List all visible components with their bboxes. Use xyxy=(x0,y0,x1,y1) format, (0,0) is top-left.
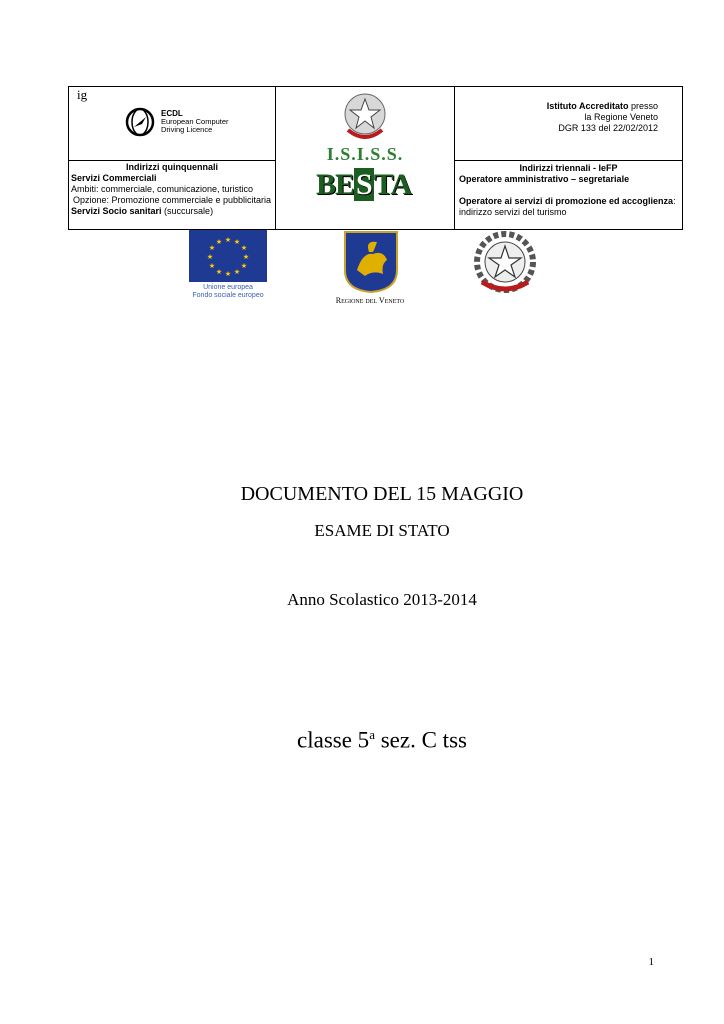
republic-emblem-icon xyxy=(472,230,538,296)
svg-text:★: ★ xyxy=(215,268,223,276)
document-title: DOCUMENTO DEL 15 MAGGIO xyxy=(240,483,524,505)
ecdl-line1: European Computer xyxy=(161,117,229,126)
svg-text:★: ★ xyxy=(224,236,232,244)
ig-mark: ig xyxy=(77,87,88,102)
ecdl-logo xyxy=(125,107,229,137)
school-name-logo: BESTA xyxy=(316,168,412,201)
svg-text:★: ★ xyxy=(224,270,232,278)
svg-text:★: ★ xyxy=(206,253,214,261)
partner-logos xyxy=(0,230,724,304)
page-number: 1 xyxy=(648,956,654,968)
svg-text:★: ★ xyxy=(233,238,241,246)
svg-text:★: ★ xyxy=(233,268,241,276)
svg-text:★: ★ xyxy=(208,244,216,252)
svg-text:★: ★ xyxy=(215,238,223,246)
school-logo-cell xyxy=(276,87,455,230)
eu-caption: Unione europea Fondo sociale europeo xyxy=(192,284,264,299)
header-table xyxy=(68,86,683,230)
svg-text:★: ★ xyxy=(242,253,250,261)
class-label: classe 5$^a$ sez. C tss xyxy=(297,727,467,753)
italian-republic-emblem-icon xyxy=(342,90,388,144)
institute-info: Istituto Accreditato presso la Regione Veneto DGR 133 del 22/02/2012 xyxy=(455,87,683,161)
eu-flag-icon xyxy=(189,230,267,282)
svg-text:★: ★ xyxy=(240,262,248,270)
five-year-courses: Indirizzi quinquennali Servizi Commerciali Ambiti: commerciale, comunicazione, turistico Opzione: Promozione commerciale e pubblicitaria Servizi Socio sanitari (succursale) xyxy=(69,161,276,230)
ecdl-title: ECDL xyxy=(161,109,183,118)
veneto-caption: Regione del Veneto xyxy=(335,296,405,305)
svg-text:★: ★ xyxy=(208,262,216,270)
exam-subtitle: ESAME DI STATO xyxy=(314,521,450,540)
ecdl-line2: Driving Licence xyxy=(161,125,213,134)
ecdl-globe-icon xyxy=(125,107,155,137)
ecdl-cell xyxy=(69,87,276,161)
svg-text:★: ★ xyxy=(240,244,248,252)
school-year: Anno Scolastico 2013-2014 xyxy=(287,590,477,609)
three-year-courses: Indirizzi triennali - IeFP Operatore amministrativo – segretariale Operatore ai servizi di promozione ed accoglienza: indirizzo servizi del turismo xyxy=(455,161,683,230)
veneto-lion-icon xyxy=(343,230,399,294)
school-acronym: I.S.I.S.S. xyxy=(326,144,404,164)
